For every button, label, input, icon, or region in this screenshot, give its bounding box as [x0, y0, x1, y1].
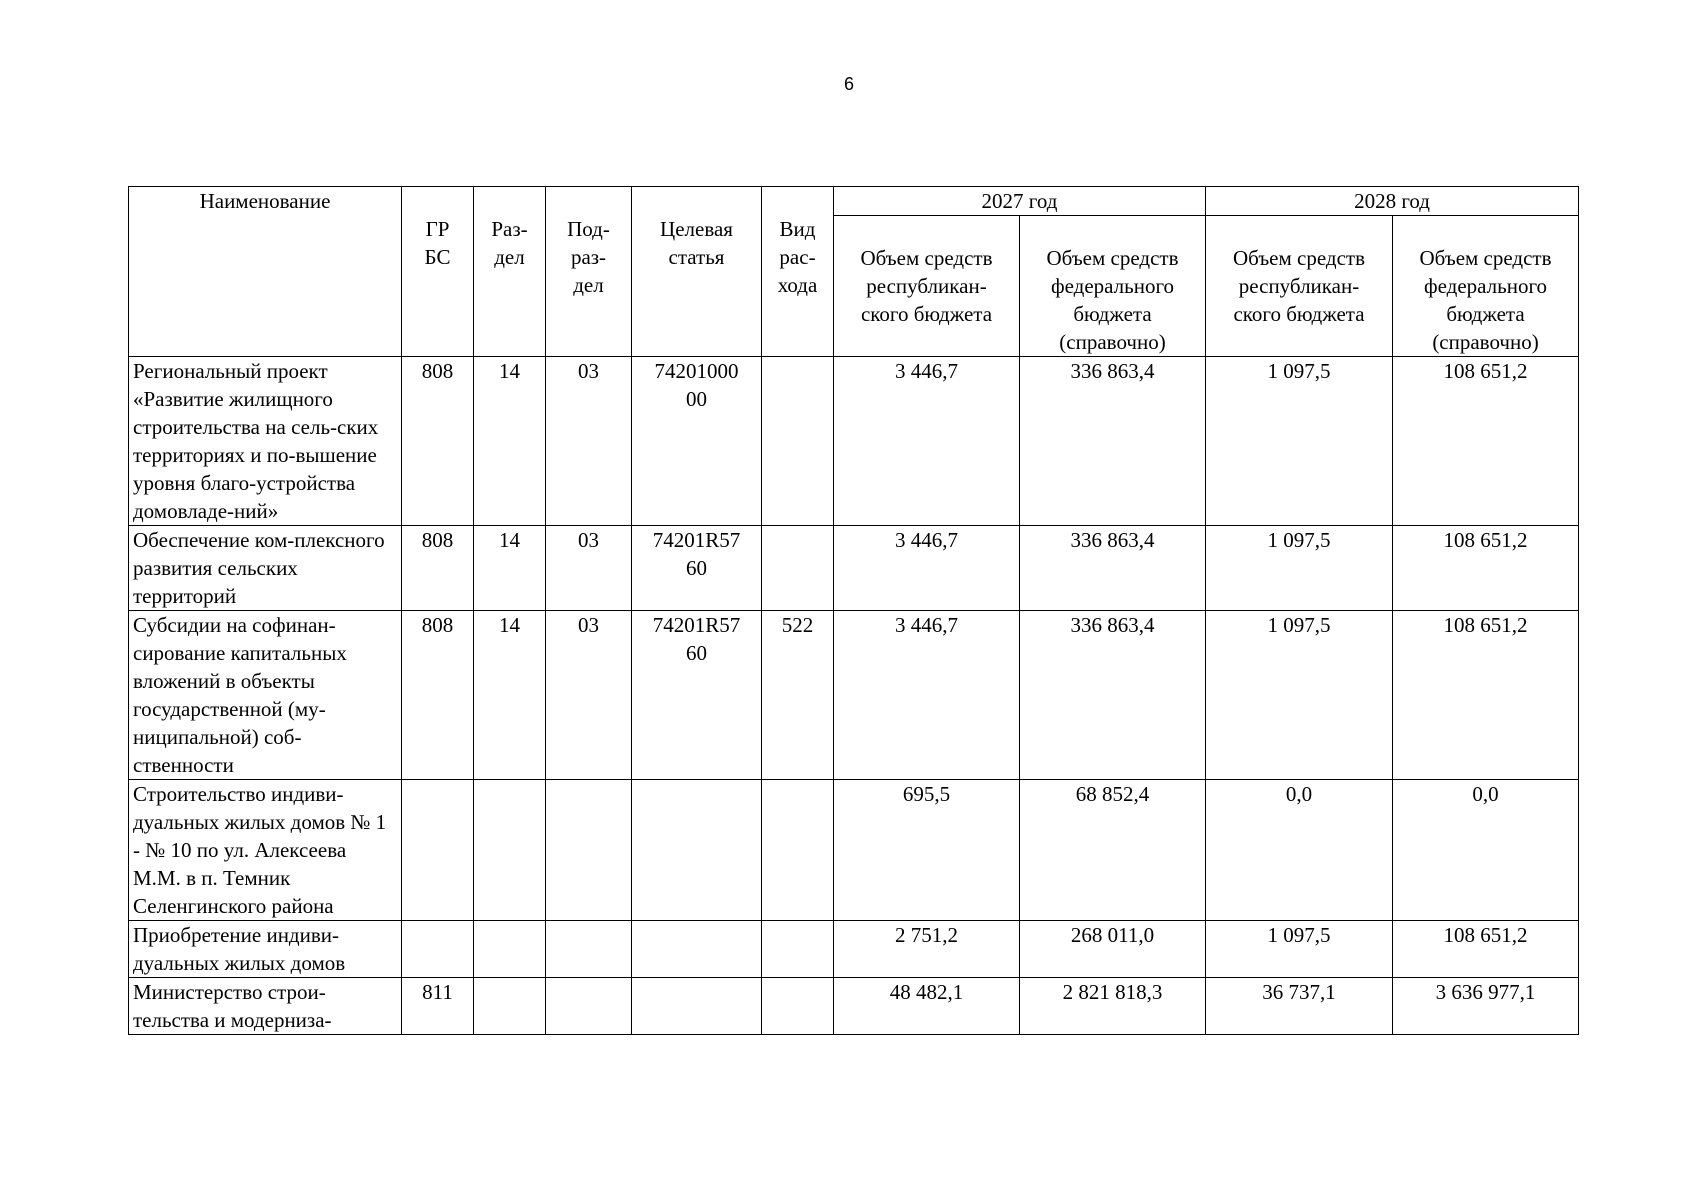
row-tselevaya: [632, 921, 762, 978]
row-rep-2028: 1 097,5: [1206, 526, 1393, 611]
header-year-2028: [1206, 187, 1579, 216]
header-fed-budget-2027-text: Объем средств федерального бюджета (справочно): [1046, 246, 1179, 354]
row-name: Строительство индиви-дуальных жилых домов № 1 - № 10 по ул. Алексеева М.М. в п. Темник Селенгинского района: [129, 780, 402, 921]
row-razdel: [474, 978, 546, 1035]
row-grbs: 808: [402, 611, 474, 780]
row-fed-2027: 68 852,4: [1020, 780, 1206, 921]
row-rep-2027: 2 751,2: [834, 921, 1020, 978]
row-fed-2027: 336 863,4: [1020, 611, 1206, 780]
row-fed-2027: 2 821 818,3: [1020, 978, 1206, 1035]
row-podrazdel: [546, 921, 632, 978]
row-grbs: 811: [402, 978, 474, 1035]
header-rep-budget-2028-text: Объем средств республикан- ского бюджета: [1233, 246, 1366, 326]
row-vid: [762, 357, 834, 526]
table-row: [129, 526, 1579, 611]
header-vid: [762, 187, 834, 357]
row-grbs: [402, 780, 474, 921]
row-fed-2028: 0,0: [1393, 780, 1579, 921]
row-grbs: 808: [402, 526, 474, 611]
table-row: [129, 978, 1579, 1035]
row-fed-2027: 336 863,4: [1020, 526, 1206, 611]
header-tselevaya-text: Целевая статья: [660, 217, 733, 269]
row-podrazdel: 03: [546, 357, 632, 526]
row-fed-2027: 336 863,4: [1020, 357, 1206, 526]
row-tselevaya: [632, 780, 762, 921]
row-rep-2027: 48 482,1: [834, 978, 1020, 1035]
row-rep-2027: 3 446,7: [834, 611, 1020, 780]
row-podrazdel: [546, 978, 632, 1035]
row-fed-2028: 108 651,2: [1393, 611, 1579, 780]
table-row: [129, 611, 1579, 780]
row-rep-2028: 1 097,5: [1206, 357, 1393, 526]
header-tselevaya: [632, 187, 762, 357]
row-fed-2028: 108 651,2: [1393, 921, 1579, 978]
header-grbs: [402, 187, 474, 357]
row-fed-2028: 3 636 977,1: [1393, 978, 1579, 1035]
header-rep-budget-2027: [834, 216, 1020, 357]
row-razdel: 14: [474, 526, 546, 611]
row-tselevaya: 74201R57 60: [632, 526, 762, 611]
header-fed-budget-2028: [1393, 216, 1579, 357]
row-razdel: [474, 780, 546, 921]
row-name: Субсидии на софинан-сирование капитальных вложений в объекты государственной (му-ниципальной) соб-ственности: [129, 611, 402, 780]
row-podrazdel: [546, 780, 632, 921]
row-rep-2028: 1 097,5: [1206, 921, 1393, 978]
row-rep-2028: 1 097,5: [1206, 611, 1393, 780]
header-year-2027-text: 2027 год: [981, 189, 1058, 213]
header-podrazdel: [546, 187, 632, 357]
header-razdel: [474, 187, 546, 357]
table-header: [129, 187, 1579, 357]
row-name: Министерство строи-тельства и модерниза-: [129, 978, 402, 1035]
table-row: [129, 780, 1579, 921]
row-vid: [762, 780, 834, 921]
page-number: 6: [843, 74, 854, 94]
row-fed-2027: 268 011,0: [1020, 921, 1206, 978]
row-name: Приобретение индиви-дуальных жилых домов: [129, 921, 402, 978]
budget-table: [128, 186, 1579, 1035]
row-podrazdel: 03: [546, 526, 632, 611]
row-rep-2027: 3 446,7: [834, 526, 1020, 611]
row-tselevaya: 74201000 00: [632, 357, 762, 526]
row-podrazdel: 03: [546, 611, 632, 780]
table-row: [129, 921, 1579, 978]
row-name: Региональный проект «Развитие жилищного строительства на сель-ских территориях и по-вышение уровня благо-устройства домовладе-ний»: [129, 357, 402, 526]
row-tselevaya: [632, 978, 762, 1035]
row-grbs: 808: [402, 357, 474, 526]
header-grbs-text: ГР БС: [424, 217, 451, 269]
header-fed-budget-2028-text: Объем средств федерального бюджета (справочно): [1419, 246, 1552, 354]
header-name-text: Наименование: [199, 189, 331, 213]
header-rep-budget-2028: [1206, 216, 1393, 357]
row-rep-2028: 0,0: [1206, 780, 1393, 921]
row-rep-2028: 36 737,1: [1206, 978, 1393, 1035]
row-name: Обеспечение ком-плексного развития сельских территорий: [129, 526, 402, 611]
row-vid: [762, 921, 834, 978]
header-razdel-text: Раз- дел: [491, 217, 528, 269]
row-vid: 522: [762, 611, 834, 780]
row-fed-2028: 108 651,2: [1393, 526, 1579, 611]
row-rep-2027: 695,5: [834, 780, 1020, 921]
header-podrazdel-text: Под- раз- дел: [567, 217, 610, 297]
row-razdel: [474, 921, 546, 978]
table-body: [129, 357, 1579, 1035]
header-name: [129, 187, 402, 357]
header-fed-budget-2027: [1020, 216, 1206, 357]
row-razdel: 14: [474, 611, 546, 780]
header-rep-budget-2027-text: Объем средств республикан- ского бюджета: [860, 246, 993, 326]
header-year-2028-text: 2028 год: [1354, 189, 1430, 213]
header-year-2027: [834, 187, 1206, 216]
row-rep-2027: 3 446,7: [834, 357, 1020, 526]
row-razdel: 14: [474, 357, 546, 526]
row-tselevaya: 74201R57 60: [632, 611, 762, 780]
header-vid-text: Вид рас- хода: [777, 217, 818, 297]
row-fed-2028: 108 651,2: [1393, 357, 1579, 526]
table-row: [129, 357, 1579, 526]
row-vid: [762, 526, 834, 611]
row-vid: [762, 978, 834, 1035]
row-grbs: [402, 921, 474, 978]
